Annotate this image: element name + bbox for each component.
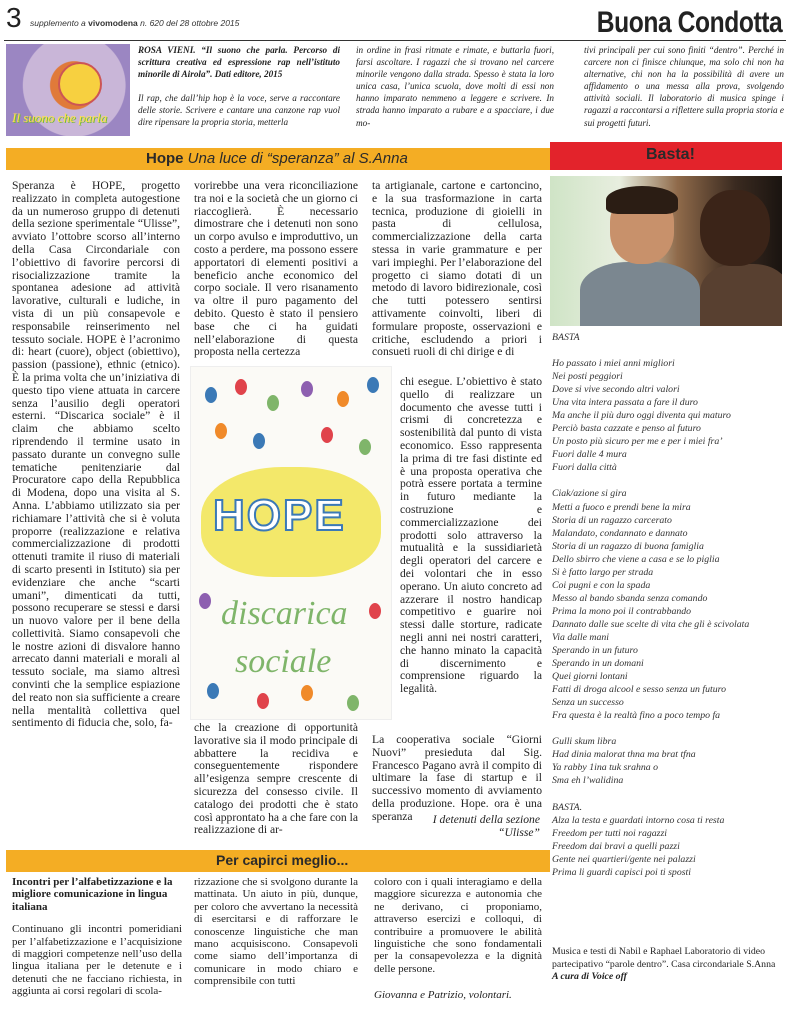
poem-line: Alza la testa e guardati intorno cosa ti resta [552,814,725,826]
poem-line: Fuori dalle 4 mura [552,449,627,461]
book-review-text-1: Il rap, che dall’hip hop è la voce, serve a raccontare delle storie. Scrivere e cantare una canzone rap vuol dire ripensare la propria storia, metterla [138,93,340,128]
photo-figure-1-hair [606,186,678,214]
poem-line: Ho passato i miei anni migliori [552,358,675,370]
poem-line: Had dinia malorat thna ma brat tfna [552,749,696,761]
basta-stanza-3 [552,735,784,787]
poem-line: Storia di un ragazzo carcerato [552,514,672,526]
poem-line: Gulli skum libra [552,736,617,748]
book-cover-caption: Il suono che parla [12,110,107,125]
fingerprint-dot [359,439,371,455]
hope-article-col2-bottom: che la creazione di opportunità lavorative sia il modo principale di abbattere la recidiva e conseguentemente rispondere all’esigenza sempre crescente di sicurezza del consesso civile. Il catalogo dei prodotti che è stato così approntato ha a che fare con la realizzazione di ar- [194,721,358,837]
book-review-col3: tivi principali per cui sono finiti “dentro”. Perché in carcere non ci finisce chiunque, ma solo chi non ha alternative, chi non ha la possibilità di avere un affidamento o una messa alla prova, svolgendo attività sociali. Il laboratorio di musica spinge i ragazzi a raccontarsi a riflettere sulla propria storia e sui progetti futuri. [584,45,784,128]
basta-stanza-4-title: BASTA. [552,801,583,813]
poem-line: Dello sbirro che viene a casa e se lo piglia [552,553,720,565]
poem-line: Freedom dai bravi a quelli pazzi [552,840,680,852]
poem-line: Via dalle mani [552,631,609,643]
capire-text-3: coloro con i quali interagiamo e della maggiore sicurezza e autonomia che ne derivano, ci proponiamo, attraverso esercizi e colloqui, di contribuire a promuovere le abilità linguistiche che sono fondamentali per la consapevolezza e la dignità delle persone. [374,876,542,975]
capire-signature: Giovanna e Patrizio, volontari. [374,989,512,1002]
hope-article-col1: Speranza è HOPE, progetto realizzato in completa autogestione da un numeroso gruppo di detenuti della sezione sperimentale “Ulisse”, avviato l’ottobre scorso all’interno della Casa Circondariale con l’obiettivo di favorire percorsi di risocializzazione tramite la spontanea adesione ad attività lavorative, culturali e ludiche, in vista di un più consapevole e responsabile reinserimento nel tessuto sociale. HOPE è l’acronimo di: heart (cuore), object (obiettivo), passion (passione), ethnic (etnico). È la prima volta che un’iniziativa di questo tipo viene attuata in carcere senza l’ausilio degli operatori esterni. “Discarica sociale” è il claim che abbiamo scelto riprendendo il termine usato in passato durante un convegno sulle tematiche penitenziarie dal Procuratore capo della Repubblica di Modena, dopo una visita al S. Anna. L’abbiamo utilizzato sia per richiamare l’attività che si è voluta proporre (realizzazione e relativa commercializzazione di prodotti ottenuti tramite il riuso di materiali di scarto presenti in Istituto) sia per evidenziare che anche “scarti umani”, dimenticati da tutti, possono recuperare se stessi e darsi un nuovo valore per il bene della collettività. Siamo consapevoli che le nostre azioni di disvalore hanno arrecato danni materiali e morali al tessuto sociale, ma siamo altresì convinti che la semplice espiazione del reato non sia sufficiente a creare nella mentalità collettiva quel sentimento di fiducia che, solo, fa- [12,179,180,730]
capire-col1 [12,876,182,998]
hope-signature-line1: I detenuti della sezione [432,813,540,826]
book-cover-image [6,44,130,136]
fingerprint-dot [205,387,217,403]
hope-article-col3-top: ta artigianale, cartone e cartoncino, e la sua trasformazione in carta tecnica, produzione di gioielli in pasta di cellulosa, commercializzazione della carta stessa in varie grammature e per vari impieghi. Per l’elaborazione del progetto ci siamo dotati di un metodo di lavoro bidirezionale, così che tutti potessero sentirsi attivamente coinvolti, liberi di formulare proposte, osservazioni e critiche, escludendo a priori i consueti ruoli di chi dirige e di [372,179,542,359]
photo-figure-2-body [700,264,782,326]
poem-line: Storia di un ragazzo di buona famiglia [552,540,704,552]
basta-title-bar [550,142,782,170]
poem-line: Dannato dalle sue scelte di vita che gli è scivolata [552,618,750,630]
basta-poem-title: BASTA [552,332,580,343]
fingerprint-dot [367,377,379,393]
basta-credits-text: Musica e testi di Nabil e Raphael Laboratorio di video partecipativo “parole dentro”. Casa circondariale S.Anna [552,946,776,970]
capire-text-1: Continuano gli incontri pomeridiani per l’alfabetizzazione e l’acquisizione di maggiori competenze nell’uso della lingua italiana per le detenute e i detenuti che ne facciano richiesta, in aggiunta ai corsi regolari di scola- [12,923,182,998]
capire-col3 [374,876,542,1002]
fingerprint-dot [337,391,349,407]
poem-line: Prima la mono poi il contrabbando [552,605,692,617]
poem-line: Una vita intera passata a fare il duro [552,397,698,409]
poem-line: Perciò basta cazzate e penso al futuro [552,423,701,435]
supplement-issue: n. 620 del 28 ottobre 2015 [140,18,240,28]
fingerprint-dot [235,379,247,395]
poem-line: Freedom per tutti noi ragazzi [552,827,668,839]
poem-line: Quei giorni lontani [552,671,628,683]
hope-signature-line2: “Ulisse” [498,825,540,839]
hope-headline-italic: Una luce di “speranza” al S.Anna [187,150,408,167]
basta-stanza-2 [552,487,784,722]
hope-headline [146,150,408,167]
poem-line: Dove si vive secondo altri valori [552,384,680,396]
capire-title-bar [6,850,550,872]
poem-line: Ya rabby 1ina tuk srahna o [552,762,659,774]
poem-line: Senza un successo [552,697,624,709]
fingerprint-dot [301,685,313,701]
basta-bar-title: Basta! [646,146,695,163]
drawing-hope-word: HOPE [213,491,346,540]
fingerprint-dot [347,695,359,711]
poem-line: Sma eh l’walidina [552,775,624,787]
fingerprint-dot [253,433,265,449]
poem-line: Fra questa è la realtà fino a poco tempo fa [552,710,721,722]
poem-line: Gente nei quartieri/gente nei palazzi [552,853,696,865]
fingerprint-dot [369,603,381,619]
fingerprint-dot [267,395,279,411]
supplement-prefix: supplemento a [30,18,86,28]
poem-line: Messo al bando sbanda senza comando [552,592,708,604]
fingerprint-dot [199,593,211,609]
basta-credits [552,946,784,984]
basta-credits-by: A cura di Voice off [552,971,627,983]
hope-headline-bold: Hope [146,150,184,167]
hope-article-col3-bottom: La cooperativa sociale “Giorni Nuovi” presieduta dal Sig. Francesco Pagano avrà il compito di ultimare la fase di startup e il successivo momento di avviamento della produzione. Hope. ora è una speranza [372,733,542,823]
capire-heading: Incontri per l’alfabetizzazione e la migliore comunicazione in lingua italiana [12,876,173,913]
poem-line: Fuori dalla città [552,462,617,474]
photo-figure-1-body [580,262,700,326]
supplement-line [30,18,239,28]
poem-line: Prima li guardi capisci poi ti sposti [552,866,691,878]
photo-figure-2-head [700,190,770,266]
hope-article-col2-top: vorirebbe una vera riconciliazione tra noi e la società che un giorno ci riaccoglierà. È necessario dimostrare che i detenuti non sono un corpo avulso e improduttivo, un costo a perdere, ma possono essere apportatori di elementi positivi a beneficio anche economico del corpo sociale. Il vero risanamento va oltre il puro pagamento del debito. Questo è stato il pensiero base che ci ha guidati nell’elaborazione di questa proposta nella certezza [194,179,358,359]
page-number: 3 [6,2,22,33]
poem-line: Metti a fuoco e prendi bene la mira [552,501,691,513]
poem-line: Fatti di droga alcool e sesso senza un futuro [552,684,726,696]
poem-line: Ciak/azione si gira [552,488,627,500]
fingerprint-dot [207,683,219,699]
fingerprint-dot [321,427,333,443]
hope-article-col3-mid: chi esegue. L’obiettivo è stato quello di realizzare un documento che avesse tutti i crismi di concretezza e sostenibilità dal punto di vista economico. Esso rappresenta la prima di tre fasi distinte ed è una proposta operativa che potrà essere portata a termine in futuro mediante la costruzione e commercializzazione dei prodotti solo attraverso la mutualità e la sussidiarietà degli operatori del carcere e dei volontari che in esso operano. Un aiuto concreto ad azzerare il nostro handicap competitivo e guarire noi stessi dalle storture, radicate negli anni nei nostri caratteri, che hanno minato la capacità di discernimento e comprensione riguardo la legalità. [400,375,542,696]
drawing-word-sociale: sociale [235,643,332,680]
book-review-col2: in ordine in frasi ritmate e rimate, e buttarla fuori, farsi ascoltare. I ragazzi che si trovano nel carcere minorile vengono dalla strada. Spesso è stata la loro unica casa, l’unica scuola, dove molti di essi non hanno imparato nemmeno a leggere e scrivere. In strada hanno imparato a rubare e a spacciare, i due mo- [356,45,554,128]
basta-stanza-1 [552,357,784,474]
poem-line: Sperando in un domani [552,658,644,670]
header-rule [4,40,786,41]
supplement-brand: vivomodena [88,18,138,28]
book-review-title: ROSA VIENI. “Il suono che parla. Percorso di scrittura creativa ed espressione rap nell’istituto minorile di Airola”. Dati editore, 2015 [138,45,340,80]
poem-line: Ma anche il più duro oggi diventa qui maturo [552,410,731,422]
poem-line: Sperando in un futuro [552,645,638,657]
fingerprint-dot [301,381,313,397]
hope-drawing [190,366,392,720]
poem-line: Nei posti peggiori [552,371,623,383]
capire-bar-title: Per capirci meglio... [216,852,349,868]
drawing-word-discarica: discarica [221,595,348,632]
basta-stanza-4 [552,814,784,879]
sun-face-illustration [58,62,102,106]
poem-line: Malandato, condannato e dannato [552,527,688,539]
hope-title-bar [6,148,550,170]
poem-line: Coi pugni e con la spada [552,579,651,591]
hope-signature [372,814,540,840]
poem-line: Un posto più sicuro per me e per i miei fra’ [552,436,723,448]
poem-line: Si è fatto largo per strada [552,566,654,578]
fingerprint-dot [257,693,269,709]
photo-two-young-men [550,176,782,326]
capire-col2: rizzazione che si svolgono durante la mattinata. Un aiuto in più, dunque, per coloro che avvertano la necessità di esercitarsi e di rafforzare le conoscenze linguistiche che man mano acquisiscono. Consapevoli come siamo dell’importanza di comunicare in modo chiaro e comprensibile con tutti [194,876,358,988]
section-title: Buona Condotta [596,6,782,39]
fingerprint-dot [215,423,227,439]
basta-poem [552,331,784,879]
book-review-col1 [138,44,340,129]
